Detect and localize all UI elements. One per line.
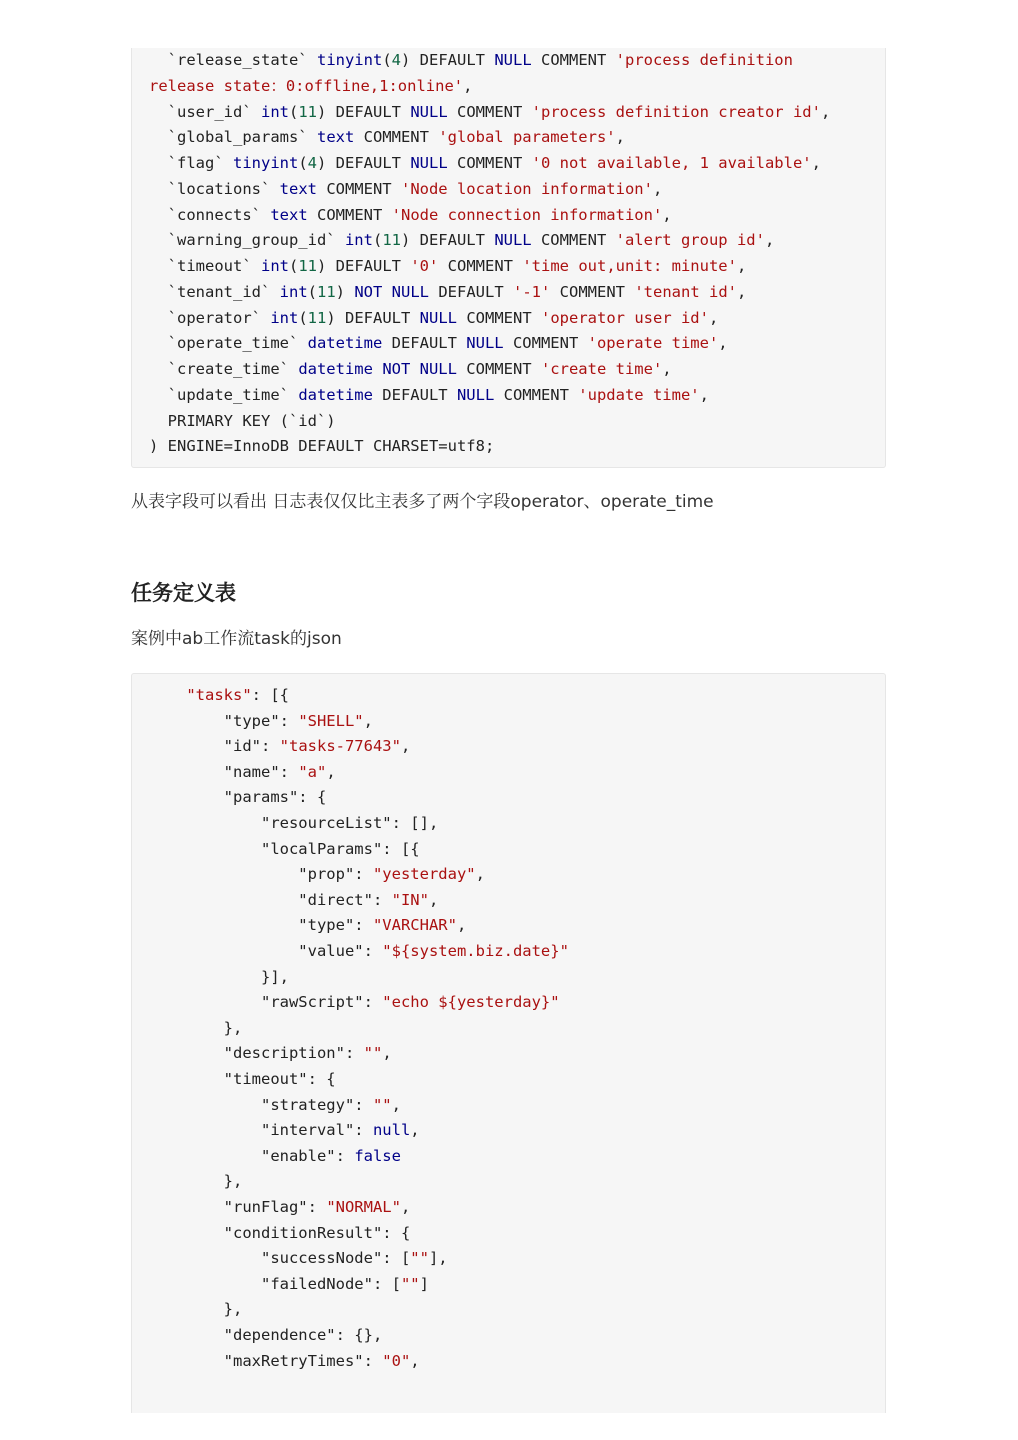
code-line — [149, 837, 420, 862]
code-line — [149, 1067, 336, 1092]
code-token: , — [428, 890, 439, 909]
code-token: , — [410, 1121, 420, 1140]
summary-paragraph: 从表字段可以看出 日志表仅仅比主表多了两个字段operator、operate_time — [131, 492, 714, 512]
code-token: ] — [419, 1274, 429, 1293]
code-token: int — [260, 102, 289, 121]
code-token: NULL — [410, 154, 448, 172]
code-token: `connects` — [149, 205, 271, 224]
code-line — [149, 1349, 420, 1374]
code-token: "name": — [149, 762, 299, 781]
code-line — [149, 280, 746, 305]
code-token: COMMENT — [456, 360, 541, 378]
code-token: 11 — [307, 308, 327, 327]
code-line — [149, 1323, 382, 1348]
code-token: "params": { — [149, 788, 327, 807]
code-token: NULL — [456, 385, 495, 404]
code-token: 'operate time' — [587, 334, 719, 353]
code-line — [149, 383, 709, 408]
code-token: , — [456, 916, 467, 935]
code-line — [149, 1144, 401, 1169]
code-token: 'time out,unit: minute' — [522, 257, 737, 275]
code-token: COMMENT — [316, 179, 401, 198]
code-token: ) DEFAULT — [317, 102, 411, 121]
code-token: 11 — [382, 231, 401, 250]
code-token: 'tenant id' — [634, 282, 737, 301]
code-token: NULL — [419, 308, 457, 327]
code-token: `timeout` — [149, 257, 261, 275]
code-token: ( — [298, 154, 308, 172]
code-line — [149, 409, 336, 434]
code-token: "type": — [149, 711, 299, 730]
code-token: ) DEFAULT — [400, 231, 495, 250]
code-token: '0 not available, 1 available' — [531, 154, 812, 172]
code-token: 11 — [298, 257, 317, 275]
code-line — [149, 760, 336, 785]
code-token: 4 — [307, 154, 318, 172]
code-token: ) DEFAULT — [317, 257, 411, 275]
code-token: COMMENT — [447, 154, 532, 172]
code-token: , — [400, 737, 411, 756]
code-token: PRIMARY KEY (`id`) — [149, 411, 336, 430]
code-token: `operate_time` — [149, 334, 308, 353]
code-token: "runFlag": — [149, 1198, 327, 1216]
code-line — [149, 177, 662, 202]
code-token: `update_time` — [149, 385, 299, 404]
code-token: "NORMAL" — [326, 1198, 401, 1216]
json-code-block — [131, 673, 886, 1413]
code-token: "" — [372, 1095, 392, 1114]
code-token: , — [400, 1198, 411, 1216]
code-token: ], — [428, 1249, 448, 1268]
code-token: , — [410, 1351, 420, 1370]
code-token: : [{ — [251, 686, 289, 704]
code-token: ) DEFAULT — [326, 308, 420, 327]
code-token: int — [279, 282, 308, 301]
code-token: "localParams": [{ — [149, 839, 420, 858]
code-line — [149, 48, 793, 73]
code-token: , — [811, 154, 821, 172]
code-token: `tenant_id` — [149, 282, 280, 301]
code-token: , — [699, 385, 709, 404]
code-token: NULL — [494, 231, 532, 250]
code-token — [149, 686, 186, 704]
code-token: "enable": — [149, 1146, 355, 1165]
code-token: COMMENT — [503, 334, 588, 353]
code-token: `flag` — [149, 154, 233, 172]
code-token: "a" — [298, 762, 327, 781]
code-token: int — [344, 231, 373, 250]
code-token: ) DEFAULT — [401, 51, 495, 69]
code-token: "prop": — [149, 865, 373, 884]
code-token: 4 — [391, 51, 401, 69]
code-token: ( — [382, 51, 392, 69]
code-token: ( — [307, 282, 317, 301]
code-token: "" — [410, 1249, 429, 1268]
code-token: 'process definition creator id' — [531, 102, 821, 121]
code-line — [149, 125, 625, 150]
code-line — [149, 100, 830, 125]
code-token: "${system.biz.date}" — [382, 942, 569, 960]
code-token: COMMENT — [438, 257, 523, 275]
code-token: , — [475, 865, 485, 884]
code-token: NOT NULL — [354, 282, 429, 301]
code-token: "type": — [149, 916, 373, 935]
code-token: "direct": — [149, 890, 392, 909]
intro-paragraph: 案例中ab工作流task的json — [131, 629, 342, 649]
code-token: ( — [288, 102, 299, 121]
code-token: 'Node connection information' — [391, 205, 663, 224]
code-line — [149, 1118, 420, 1143]
sql-code-block — [131, 48, 886, 468]
code-token: text — [279, 179, 317, 198]
code-line — [149, 939, 569, 964]
code-token: "echo ${yesterday}" — [382, 993, 560, 1012]
code-line — [149, 965, 289, 990]
code-token: datetime — [298, 385, 373, 404]
code-token: 'create time' — [540, 360, 663, 378]
code-token — [373, 360, 382, 378]
code-token: "resourceList": [], — [149, 814, 439, 832]
code-token: , — [326, 762, 336, 781]
code-token: `global_params` — [149, 128, 317, 147]
code-token: DEFAULT — [372, 385, 457, 404]
code-line — [149, 228, 774, 253]
code-token: , — [382, 1044, 392, 1063]
code-token: ) — [335, 282, 355, 301]
code-token: COMMENT — [447, 102, 532, 121]
code-token: "yesterday" — [372, 865, 476, 884]
code-line — [149, 709, 373, 734]
code-token: `warning_group_id` — [149, 231, 345, 250]
code-line — [149, 254, 746, 279]
code-token: tinyint — [316, 51, 383, 69]
code-token: `create_time` — [149, 360, 299, 378]
code-line — [149, 683, 289, 708]
code-token: , — [820, 102, 831, 121]
code-token: "id": — [149, 737, 280, 756]
code-token: , — [463, 76, 473, 95]
code-line — [149, 990, 560, 1015]
code-line — [149, 1041, 392, 1066]
code-line — [149, 74, 472, 99]
code-token: "description": — [149, 1044, 364, 1063]
code-token: COMMENT — [531, 231, 616, 250]
code-line — [149, 306, 718, 331]
code-token: }, — [149, 1018, 243, 1037]
code-token: false — [354, 1146, 401, 1165]
code-token: }, — [149, 1172, 243, 1191]
code-token: datetime — [307, 334, 383, 353]
code-token: "0" — [382, 1351, 411, 1370]
code-token: "" — [400, 1274, 420, 1293]
code-token: COMMENT — [307, 205, 392, 224]
code-token: , — [391, 1095, 401, 1114]
code-token: "VARCHAR" — [372, 916, 457, 935]
code-line — [149, 888, 438, 913]
code-line — [149, 1221, 410, 1246]
code-token: 'operator user id' — [541, 308, 709, 327]
code-token: text — [270, 205, 308, 224]
code-line — [149, 1016, 242, 1041]
code-token: "timeout": { — [149, 1070, 336, 1088]
code-token: "IN" — [391, 890, 429, 909]
code-token: DEFAULT — [382, 334, 467, 353]
code-token: NULL — [410, 102, 448, 121]
code-token: , — [652, 179, 663, 198]
code-token: ( — [298, 308, 308, 327]
code-token: text — [316, 128, 355, 147]
code-token: '-1' — [513, 282, 551, 301]
code-token: 'global parameters' — [438, 128, 616, 147]
code-token: ( — [288, 257, 299, 275]
code-token: "value": — [149, 942, 383, 960]
code-token: , — [363, 711, 373, 730]
code-token: NULL — [466, 334, 504, 353]
code-token: COMMENT — [457, 308, 541, 327]
code-line — [149, 862, 485, 887]
code-line — [149, 1169, 242, 1194]
code-token: COMMENT — [354, 128, 439, 147]
code-token: , — [615, 128, 625, 147]
code-token: 11 — [298, 102, 317, 121]
code-token: 'Node location information' — [400, 179, 653, 198]
code-token: "maxRetryTimes": — [149, 1351, 383, 1370]
code-token: "strategy": — [149, 1095, 373, 1114]
code-token: int — [270, 308, 299, 327]
code-line — [149, 331, 728, 356]
code-token: "conditionResult": { — [149, 1223, 411, 1242]
code-line — [149, 1093, 401, 1118]
code-token: 'update time' — [578, 385, 700, 404]
code-token: "dependence": {}, — [149, 1326, 383, 1344]
code-token: NULL — [494, 51, 532, 69]
code-token: `operator` — [149, 308, 271, 327]
code-token: "tasks-77643" — [279, 737, 401, 756]
code-token: datetime — [298, 360, 373, 378]
code-line — [149, 734, 410, 759]
code-token: ) ENGINE=InnoDB DEFAULT CHARSET=utf8; — [149, 437, 495, 456]
section-heading: 任务定义表 — [131, 581, 236, 605]
code-token: "successNode": [ — [149, 1249, 411, 1268]
code-line — [149, 785, 326, 810]
code-token: 11 — [317, 282, 336, 301]
code-token: }, — [149, 1300, 243, 1319]
code-token: 'process definition — [615, 51, 793, 69]
code-token: , — [736, 257, 747, 275]
code-token: "tasks" — [186, 686, 252, 704]
code-line — [149, 151, 821, 176]
code-token: "rawScript": — [149, 993, 383, 1012]
code-token: COMMENT — [531, 51, 616, 69]
code-line — [149, 203, 672, 228]
code-token: , — [708, 308, 719, 327]
code-line — [149, 1195, 410, 1220]
code-line — [149, 1272, 429, 1297]
code-token: , — [662, 205, 672, 224]
code-token: null — [372, 1121, 411, 1140]
code-token: , — [736, 282, 747, 301]
code-line — [149, 1246, 448, 1271]
code-line — [149, 913, 466, 938]
code-line — [149, 1297, 242, 1322]
code-line — [149, 434, 494, 459]
code-token: , — [764, 231, 775, 250]
code-token: "" — [363, 1044, 383, 1063]
code-line — [149, 357, 672, 382]
code-token: "failedNode": [ — [149, 1274, 401, 1293]
code-token: `locations` — [149, 179, 280, 198]
code-token: release state：0:offline,1:online' — [149, 76, 464, 95]
code-token: ( — [372, 231, 383, 250]
code-token: NOT NULL — [382, 360, 457, 378]
code-token: `user_id` — [149, 102, 261, 121]
code-token: 'alert group id' — [615, 231, 765, 250]
code-token: COMMENT — [494, 385, 579, 404]
code-token: COMMENT — [550, 282, 635, 301]
code-token: , — [718, 334, 728, 353]
code-token: DEFAULT — [429, 282, 513, 301]
code-token: "interval": — [149, 1121, 373, 1140]
code-token: tinyint — [233, 154, 299, 172]
code-token: }], — [149, 967, 289, 986]
code-token: int — [260, 257, 289, 275]
code-token: , — [662, 360, 672, 378]
code-token: ) DEFAULT — [317, 154, 411, 172]
code-token: "SHELL" — [298, 711, 364, 730]
code-line — [149, 811, 438, 836]
code-token: `release_state` — [149, 51, 317, 69]
code-token: '0' — [410, 257, 439, 275]
